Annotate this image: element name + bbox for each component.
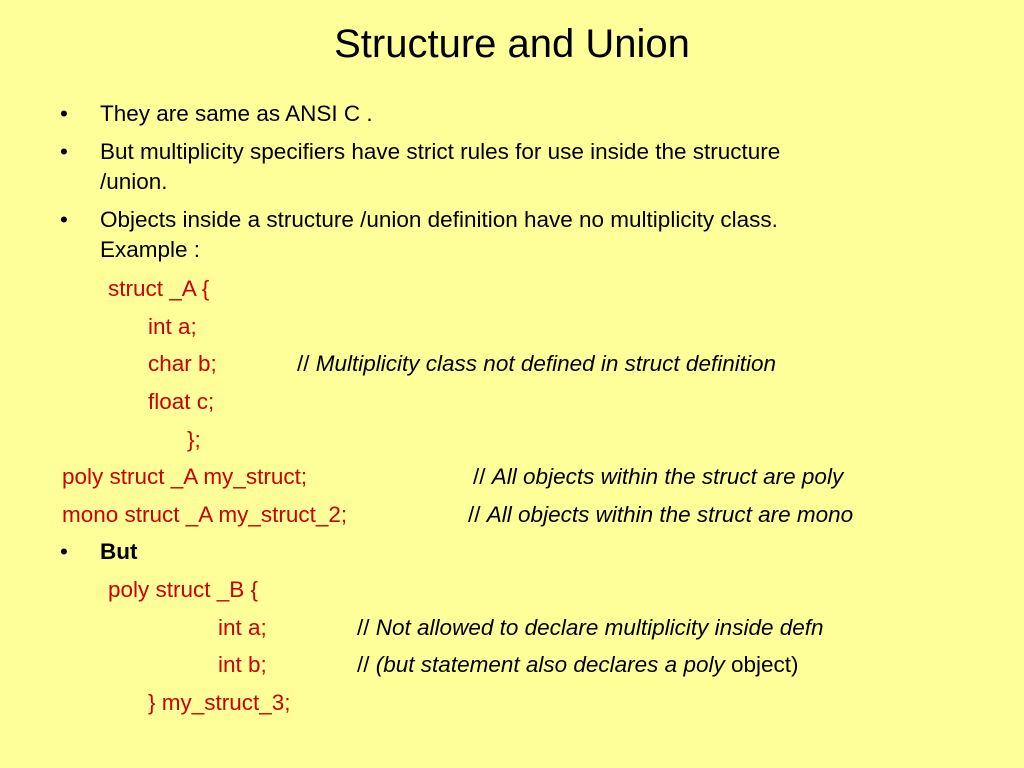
comment-text-italic: (but statement also declares a poly [375, 652, 725, 677]
bullet-text-but: But [100, 539, 138, 564]
bullet-marker: • [60, 139, 68, 164]
code-struct-a-int-a: int a; [148, 314, 197, 339]
code-mono-struct-decl: mono struct _A my_struct_2; [62, 502, 348, 527]
code-struct-b-int-b: int b; [218, 652, 267, 677]
code-struct-b-open: poly struct _B { [108, 577, 259, 602]
code-struct-b-int-a: int a; [218, 615, 267, 640]
code-struct-a-char-b: char b; [148, 351, 217, 376]
bullet-marker: • [60, 101, 68, 126]
comment-text: Not allowed to declare multiplicity inside defn [375, 615, 824, 640]
comment-slashes: // [473, 464, 486, 489]
comment-text-plain: object) [724, 652, 799, 677]
code-struct-a-close: }; [187, 427, 201, 452]
bullet-marker: • [60, 207, 68, 232]
bullet-text-3-line-1: Objects inside a structure /union definition have no multiplicity class. [100, 207, 778, 232]
comment-slashes: // [357, 652, 370, 677]
bullet-marker: • [60, 539, 68, 564]
bullet-text-2-line-1: But multiplicity specifiers have strict rules for use inside the structure [100, 139, 781, 164]
bullet-text-1: They are same as ANSI C . [100, 101, 373, 126]
comment-text: All objects within the struct are mono [486, 502, 854, 527]
code-comment-int-b [357, 649, 799, 681]
comment-slashes: // [297, 351, 310, 376]
comment-text: All objects within the struct are poly [491, 464, 844, 489]
bullet-text-3-line-2: Example : [100, 237, 201, 262]
code-comment-poly-decl [473, 461, 843, 493]
code-struct-a-open: struct _A { [108, 276, 210, 301]
comment-text: Multiplicity class not defined in struct definition [315, 351, 776, 376]
code-struct-a-float-c: float c; [148, 389, 215, 414]
code-comment-char-b [297, 348, 776, 380]
slide-title: Structure and Union [334, 22, 690, 66]
code-comment-mono-decl [468, 499, 853, 531]
code-comment-int-a [357, 612, 824, 644]
code-struct-b-close: } my_struct_3; [148, 690, 291, 715]
comment-slashes: // [357, 615, 370, 640]
code-poly-struct-decl: poly struct _A my_struct; [62, 464, 308, 489]
comment-slashes: // [468, 502, 481, 527]
bullet-text-2-line-2: /union. [100, 169, 168, 194]
